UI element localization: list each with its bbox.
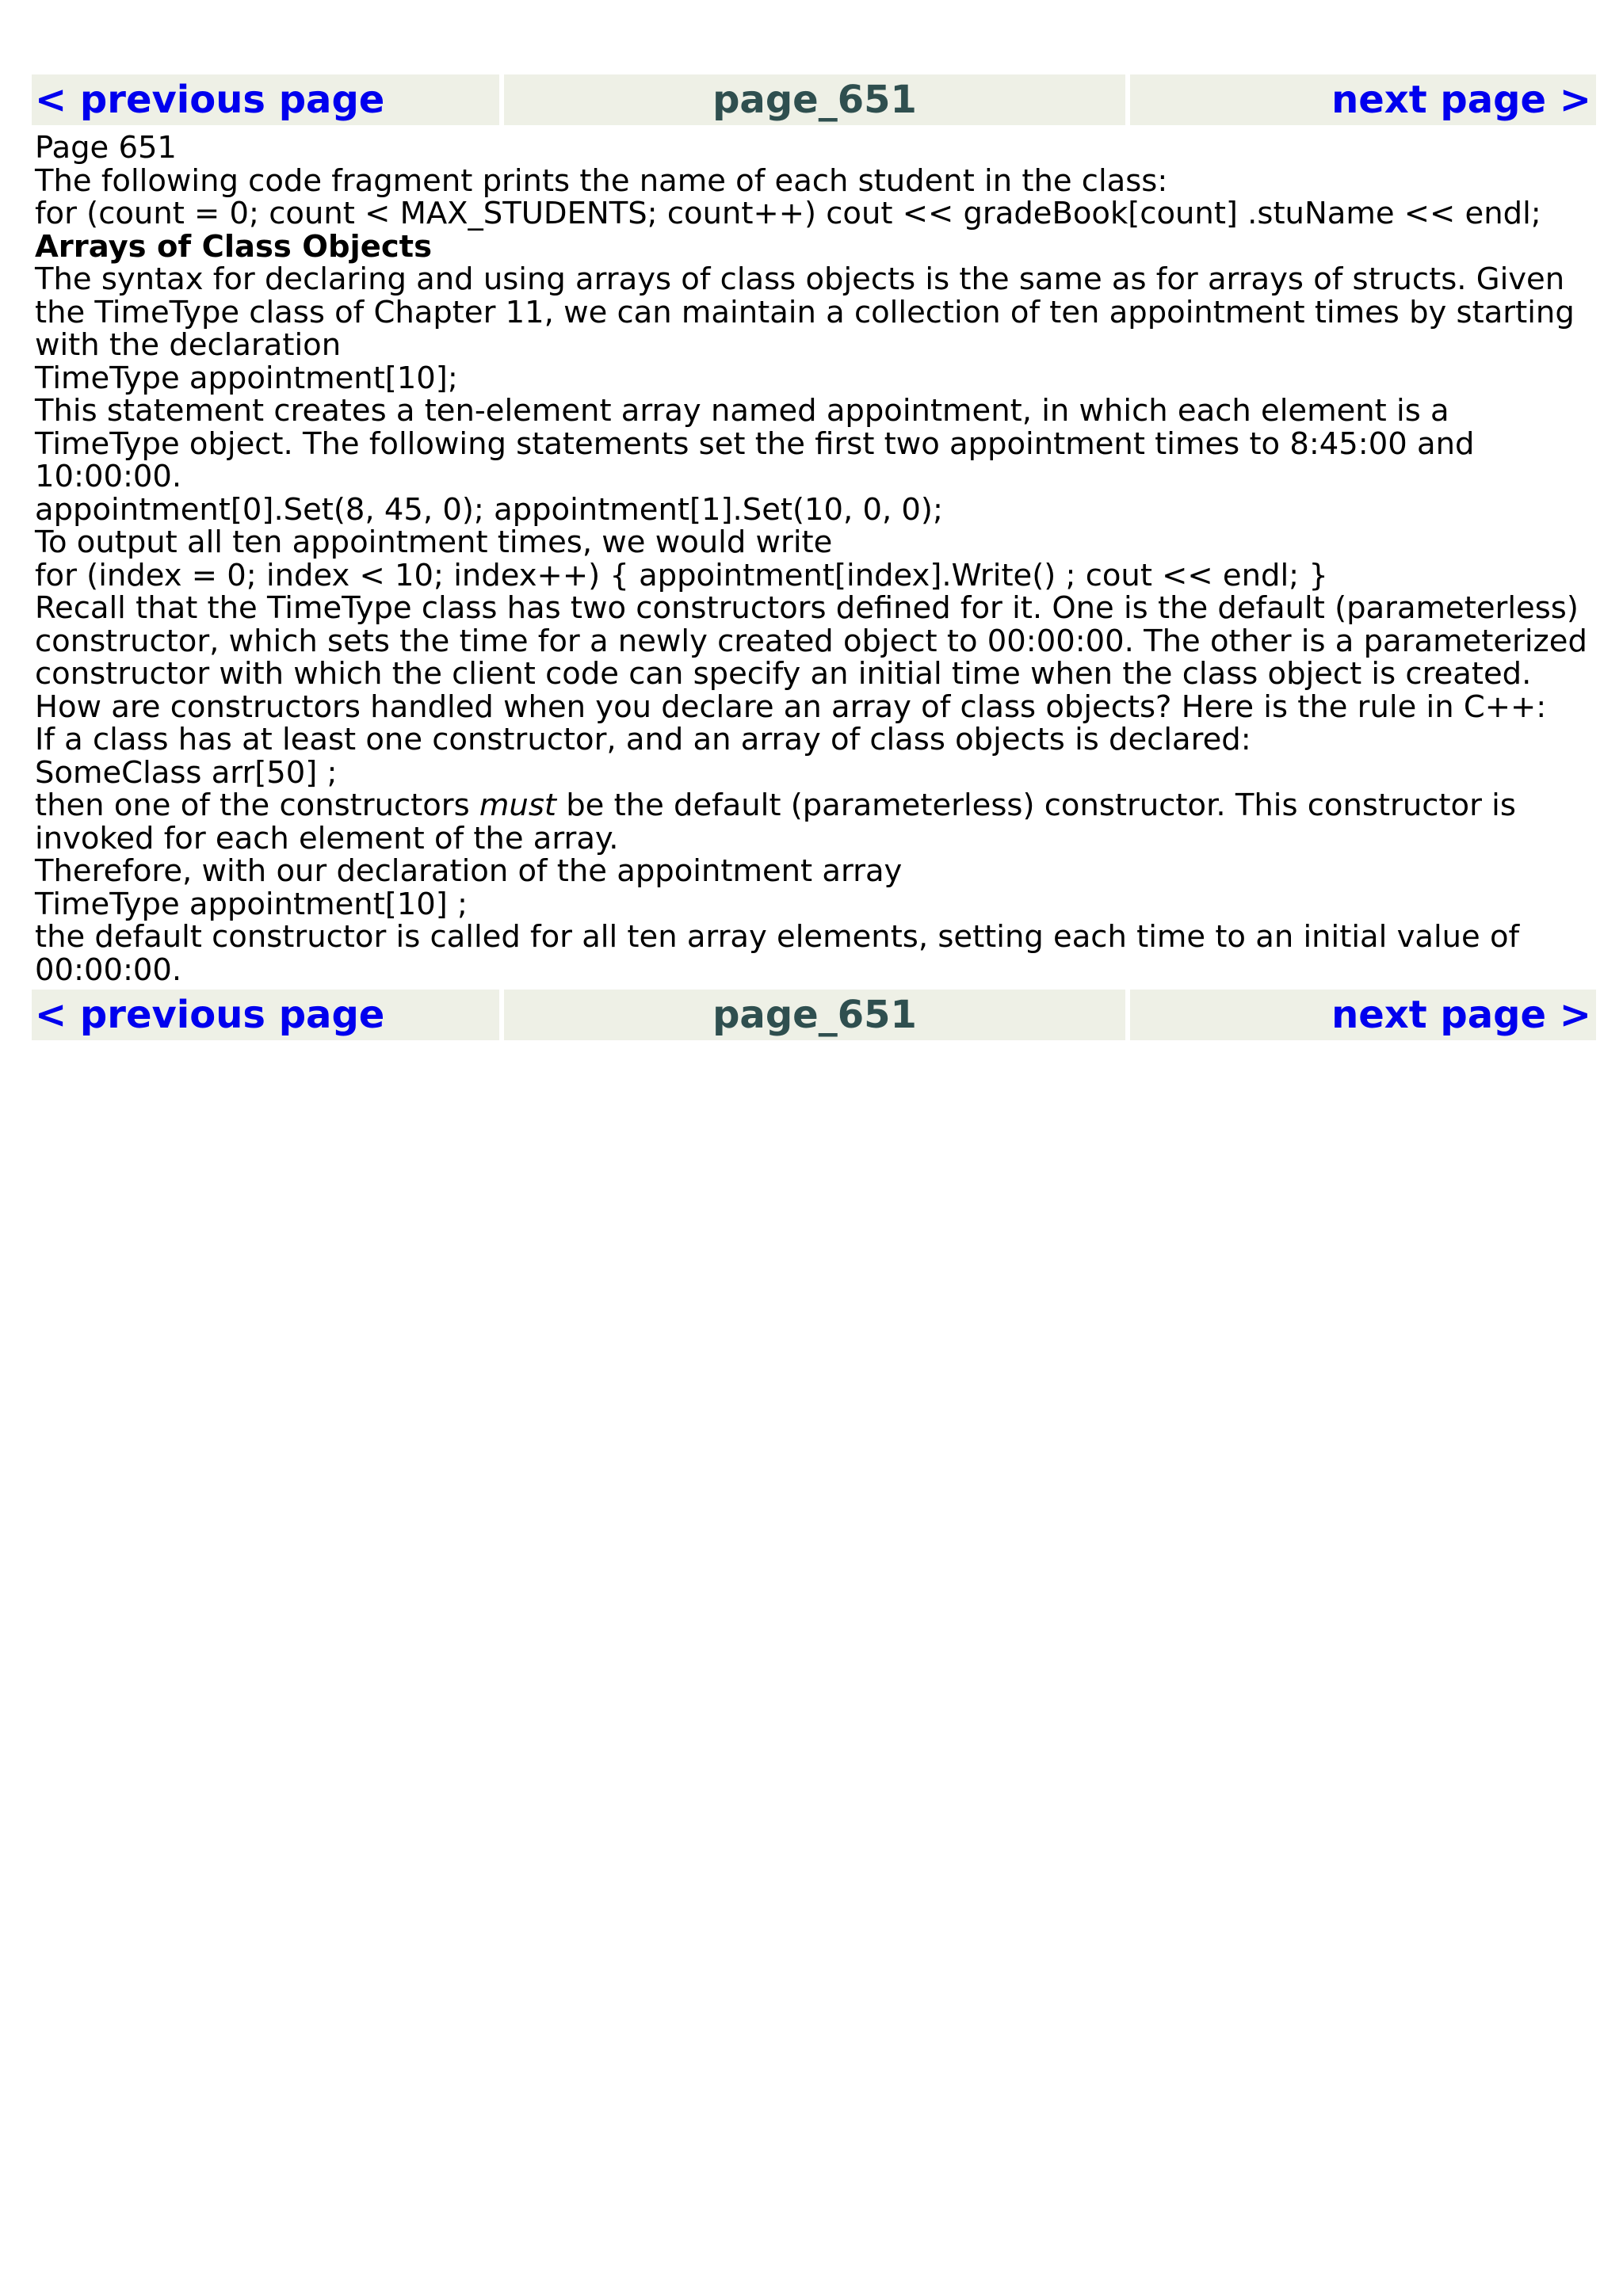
section-heading: Arrays of Class Objects <box>35 228 432 265</box>
paragraph-rule: If a class has at least one constructor, and an array of class objects is declared: <box>35 722 1251 757</box>
paragraph-intro: The following code fragment prints the name of each student in the class: <box>35 162 1168 199</box>
page-number-text: Page 651 <box>35 130 177 166</box>
page-wrapper <box>32 74 1596 1043</box>
must-text-after: be the default (parameterless) constructor. This constructor is invoked for each element of the array. <box>35 788 1516 856</box>
next-page-link-bottom[interactable]: next page > <box>1331 993 1591 1037</box>
code-declaration: TimeType appointment[10]; <box>35 360 458 396</box>
code-someclass: SomeClass arr[50] ; <box>35 754 338 791</box>
top-page-indicator: page_651 <box>504 74 1125 125</box>
code-set-times: appointment[0].Set(8, 45, 0); appointment[1].Set(10, 0, 0); <box>35 491 943 528</box>
bottom-navigation-bar <box>32 990 1596 1043</box>
paragraph-statement: This statement creates a ten-element array named appointment, in which each element is a TimeType object. The following statements set the first two appointment times to 8:45:00 and 10:00:00. <box>35 393 1475 494</box>
previous-page-link[interactable]: < previous page <box>35 78 385 122</box>
previous-page-link-bottom[interactable]: < previous page <box>35 993 385 1037</box>
bottom-prev-cell <box>32 990 499 1040</box>
top-next-cell <box>1130 74 1596 125</box>
paragraph-syntax: The syntax for declaring and using arrays of class objects is the same as for arrays of structs. Given the TimeType class of Chapter 11, we can maintain a collection of ten appointment times by starting with the declaration <box>35 261 1575 363</box>
top-prev-cell <box>32 74 499 125</box>
page-content <box>32 132 1596 986</box>
paragraph-output: To output all ten appointment times, we would write <box>35 524 833 560</box>
top-navigation-bar <box>32 74 1596 128</box>
code-declaration-again: TimeType appointment[10] ; <box>35 886 468 922</box>
must-text-before: then one of the constructors <box>35 788 479 823</box>
paragraph-therefore: Therefore, with our declaration of the appointment array <box>35 853 903 889</box>
code-print-names: for (count = 0; count < MAX_STUDENTS; count++) cout << gradeBook[count] .stuName << endl; <box>35 196 1541 231</box>
must-emphasis: must <box>479 788 556 823</box>
paragraph-constructors: Recall that the TimeType class has two constructors defined for it. One is the default (parameterless) constructor, which sets the time for a newly created object to 00:00:00. The other is a parameterized constructor with which the client code can specify an initial time when the class object is created. How are constructors handled when you declare an array of class objects? Here is the rule in C++: <box>35 590 1587 725</box>
next-page-link[interactable]: next page > <box>1331 78 1591 122</box>
paragraph-default-constructor: the default constructor is called for all ten array elements, setting each time to an initial value of 00:00:00. <box>35 919 1520 988</box>
bottom-page-indicator: page_651 <box>504 990 1125 1040</box>
paragraph-must <box>35 789 1596 855</box>
bottom-next-cell <box>1130 990 1596 1040</box>
code-output-loop: for (index = 0; index < 10; index++) { appointment[index].Write() ; cout << endl; } <box>35 557 1328 593</box>
